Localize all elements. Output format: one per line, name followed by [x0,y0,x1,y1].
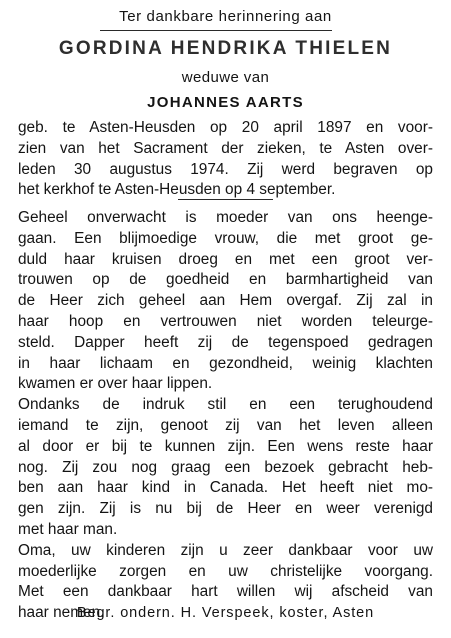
tribute-line: al door er bij te kunnen zijn. Een wens reste haar [18,437,433,455]
biography-paragraph [18,118,433,201]
intro-line: Ter dankbare herinnering aan [119,8,332,25]
tribute-line: Oma, uw kinderen zijn u zeer dankbaar voor uw [18,541,433,559]
husband-name: JOHANNES AARTS [147,94,304,111]
tribute-line: trouwen op de goedheid en barmhartigheid van [18,271,433,289]
tribute-line: ben aan haar kind in Canada. Het heeft niet mo- [18,479,433,497]
widow-of-line: weduwe van [181,69,270,86]
bio-line: zien van het Sacrament der zieken, te Asten over- [18,139,433,157]
tribute-line: de Heer zich geheel aan Hem overgaf. Zij zal in [18,292,433,310]
tribute-line: in haar lichaam en gezondheid, weinig klachten [18,354,433,372]
undertaker-footer: Begr. ondern. H. Verspeek, koster, Asten [76,605,375,621]
tribute-line: Met een dankbaar hart willen wij afscheid van [18,583,433,601]
tribute-line: iemand te zijn, genoot zij van het leven alleen [18,416,433,434]
tribute-line: kwamen er over haar lippen. [18,375,213,393]
tribute-line: moederlijke zorgen en uw christelijke voorgang. [18,562,433,580]
divider [178,199,273,200]
tribute-line: nog. Zij zou nog graag een bezoek gebracht heb- [18,458,433,476]
tribute-line: Geheel onverwacht is moeder van ons heenge- [18,209,433,226]
bio-line: geb. te Asten-Heusden op 20 april 1897 en voor- [18,119,433,136]
bio-line: het kerkhof te Asten-Heusden op 4 september. [18,181,336,199]
tribute-text [18,208,433,624]
tribute-line: met haar man. [18,520,118,538]
intro-underline [100,30,332,31]
tribute-line: duld haar kruisen droeg en met een groot ver- [18,250,433,268]
bio-line: leden 30 augustus 1974. Zij werd begraven op [18,160,433,178]
tribute-line: gaan. Een blijmoedige vrouw, die met groot ge- [18,229,433,247]
deceased-name: GORDINA HENDRIKA THIELEN [58,38,393,59]
tribute-line: haar nemen. [18,604,105,622]
tribute-line: gen zijn. Zij is nu bij de Heer en weer verenigd [18,500,433,518]
tribute-line: Ondanks de indruk stil en een terughoudend [18,396,433,414]
tribute-line: haar hoop en vertrouwen niet worden teleurge- [18,312,433,330]
tribute-line: steld. Dapper heeft zij de tegenspoed gedragen [18,333,433,351]
